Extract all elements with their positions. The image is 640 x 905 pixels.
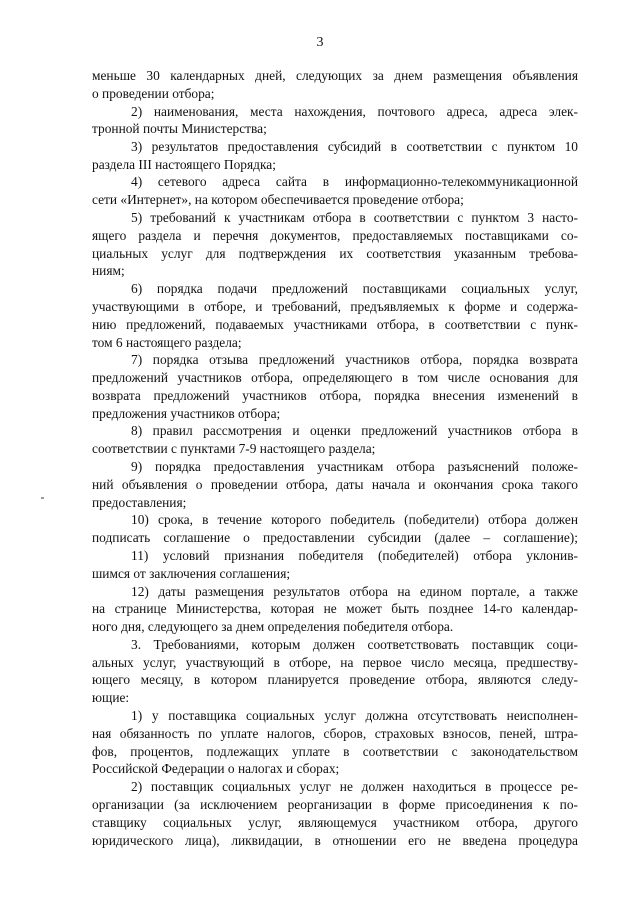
text-line: ного дня, следующего за днем определения победителя отбора. [92, 619, 454, 634]
text-line: фов, процентов, подлежащих уплате в соответствии с законодательством [92, 744, 578, 759]
text-line: ющие: [92, 690, 130, 705]
text-line: ниям; [92, 263, 125, 278]
text-line: ящего раздела и перечня документов, предоставляемых поставщиками со- [92, 228, 578, 243]
text-line: предложений участников отбора, определяющего в том числе основания для [92, 370, 578, 385]
text-line: ная обязанность по уплате налогов, сборов, страховых взносов, пеней, штра- [92, 726, 578, 741]
text-line: циальных услуг для подтверждения их соответствия указанным требова- [92, 246, 578, 261]
text-line: тронной почты Министерства; [92, 121, 267, 136]
text-line: 2) поставщик социальных услуг не должен находиться в процессе ре- [131, 779, 578, 794]
text-line: юридического лица), ликвидации, в отношении его не введена процедура [92, 833, 578, 848]
scan-speck [41, 497, 44, 499]
text-line: меньше 30 календарных дней, следующих за днем размещения объявления [92, 68, 578, 83]
text-line: о проведении отбора; [92, 86, 215, 101]
text-line: 4) сетевого адреса сайта в информационно-телекоммуникационной [131, 174, 578, 189]
text-line: предложения участников отбора; [92, 406, 281, 421]
text-line: подписать соглашение о предоставлении субсидии (далее – соглашение); [92, 530, 578, 545]
text-line: 2) наименования, места нахождения, почтового адреса, адреса элек- [131, 104, 578, 119]
text-line: 11) условий признания победителя (победителей) отбора уклонив- [131, 548, 578, 563]
text-line: организации (за исключением реорганизации в форме присоединения к по- [92, 797, 578, 812]
text-line: возврата предложений участников отбора, порядка внесения изменений в [92, 388, 578, 403]
text-line: на странице Министерства, которая не может быть позднее 14-го календар- [92, 601, 578, 616]
text-line: шимся от заключения соглашения; [92, 566, 291, 581]
text-line: альных услуг, участвующий в отборе, на первое число месяца, предшеству- [92, 655, 578, 670]
text-line: том 6 настоящего раздела; [92, 335, 242, 350]
text-line: 9) порядка предоставления участникам отбора разъяснений положе- [131, 459, 578, 474]
text-line: соответствии с пунктами 7-9 настоящего раздела; [92, 441, 376, 456]
text-line: ющего месяцу, в котором планируется проведение отбора, являются следу- [92, 672, 578, 687]
text-line: ставщику социальных услуг, являющемуся участником отбора, другого [92, 815, 578, 830]
text-line: 12) даты размещения результатов отбора на едином портале, а также [131, 584, 578, 599]
text-line: нию предложений, подаваемых участниками отбора, в соответствии с пунк- [92, 317, 578, 332]
text-line: ний объявления о проведении отбора, даты начала и окончания срока такого [92, 477, 578, 492]
text-line: 7) порядка отзыва предложений участников отбора, порядка возврата [131, 352, 578, 367]
text-line: раздела III настоящего Порядка; [92, 157, 276, 172]
text-line: 3. Требованиями, которым должен соответствовать поставщик соци- [131, 637, 578, 652]
text-line: Российской Федерации о налогах и сборах; [92, 761, 340, 776]
text-line: 5) требований к участникам отбора в соответствии с пунктом 3 насто- [131, 210, 578, 225]
text-line: сети «Интернет», на котором обеспечивается проведение отбора; [92, 192, 464, 207]
page-number: 3 [316, 35, 324, 50]
text-line: участвующими в отборе, и требований, предъявляемых к форме и содержа- [92, 299, 578, 314]
text-line: 10) срока, в течение которого победитель (победители) отбора должен [131, 512, 578, 527]
text-line: 3) результатов предоставления субсидий в соответствии с пунктом 10 [131, 139, 578, 154]
text-line: 8) правил рассмотрения и оценки предложений участников отбора в [131, 423, 578, 438]
text-line: 1) у поставщика социальных услуг должна отсутствовать неисполнен- [131, 708, 578, 723]
text-line: предоставления; [92, 495, 187, 510]
text-line: 6) порядка подачи предложений поставщиками социальных услуг, [131, 281, 578, 296]
